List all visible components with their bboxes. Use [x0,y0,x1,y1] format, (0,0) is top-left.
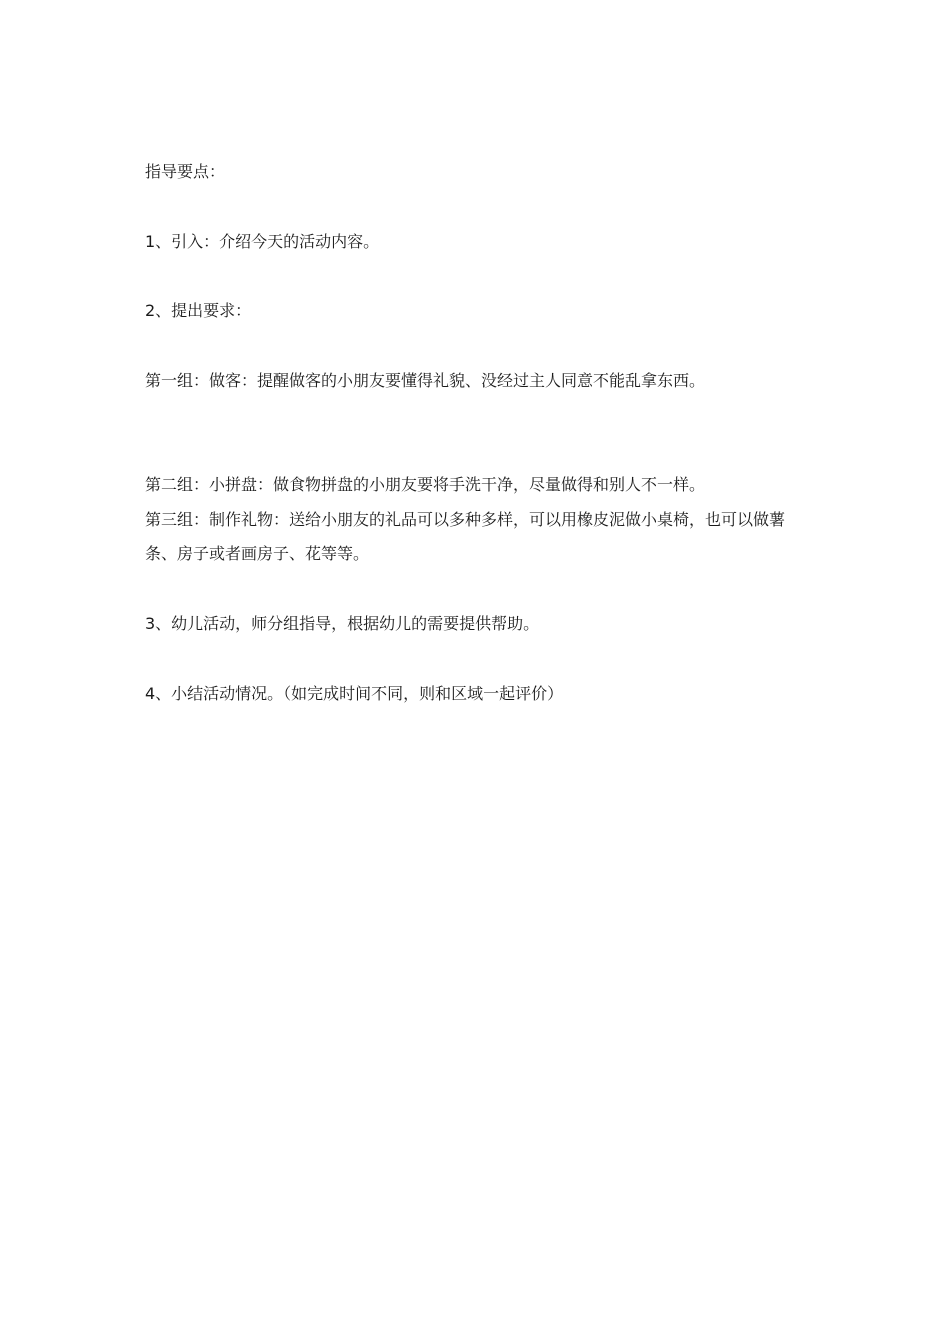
group-2-platter: 第二组：小拼盘：做食物拼盘的小朋友要将手洗干净，尽量做得和别人不一样。 [145,475,706,494]
step-4-summary: 4、小结活动情况。（如完成时间不同，则和区域一起评价） [145,684,564,703]
guidance-heading: 指导要点： [145,162,226,181]
group-3-gifts: 第三组：制作礼物：送给小朋友的礼品可以多种多样，可以用橡皮泥做小桌椅，也可以做薯条、房子或者画房子、花等等。 [145,510,786,563]
group-1-visiting: 第一组：做客：提醒做客的小朋友要懂得礼貌、没经过主人同意不能乱拿东西。 [145,371,706,390]
step-2-requirements: 2、提出要求： [145,301,252,320]
step-3-activity: 3、幼儿活动，师分组指导，根据幼儿的需要提供帮助。 [145,614,540,633]
step-1-introduction: 1、引入：介绍今天的活动内容。 [145,232,380,251]
